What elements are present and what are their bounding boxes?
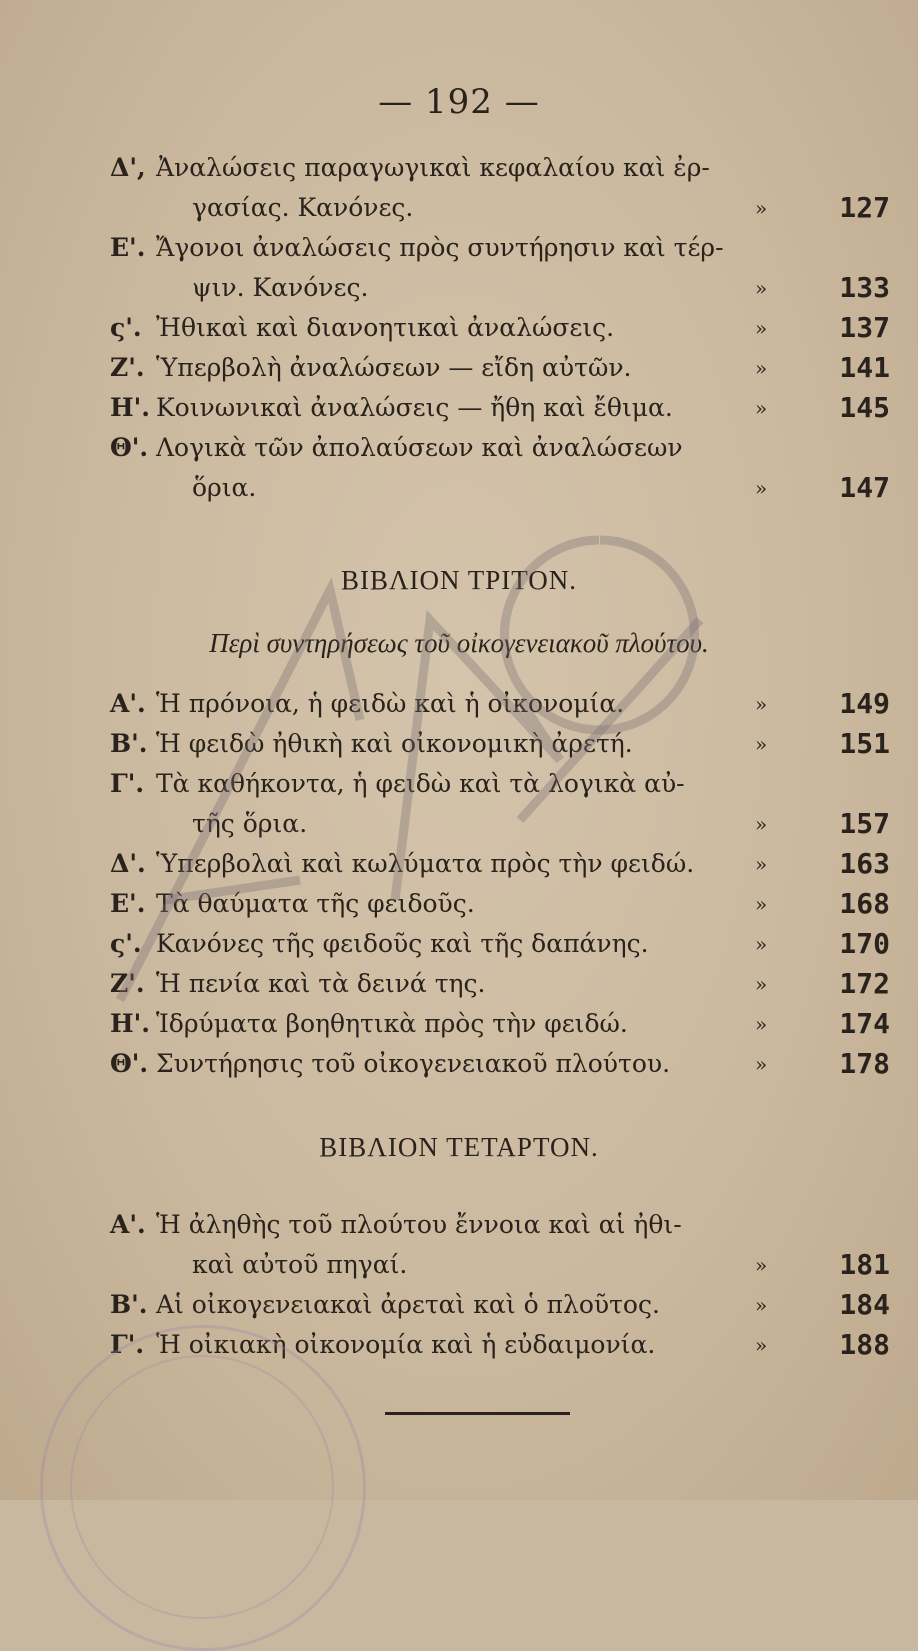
chapter-number: Γ'. xyxy=(110,769,145,798)
chapter-title-text: Ἡ πενία καὶ τὰ δεινά της. xyxy=(156,969,486,998)
toc-entry-line xyxy=(110,804,900,844)
chapter-title-text: Τὰ θαύματα τῆς φειδοῦς. xyxy=(156,889,475,918)
toc-entry-line xyxy=(110,1004,900,1044)
page-reference: 145 xyxy=(839,391,890,424)
chapter-number: Η'. xyxy=(110,393,150,422)
page-reference: 163 xyxy=(839,847,890,880)
page-reference: 147 xyxy=(839,471,890,504)
toc-entry-line xyxy=(110,188,900,228)
chapter-title-text: καὶ αὐτοῦ πηγαί. xyxy=(192,1250,408,1279)
toc-entry-line xyxy=(110,308,900,348)
closing-rule xyxy=(385,1412,570,1415)
toc-section-book3 xyxy=(110,684,900,1084)
chapter-title-text: Ἡ οἰκιακὴ οἰκονομία καὶ ἡ εὐδαιμονία. xyxy=(156,1330,656,1359)
chapter-title-text: Ἱδρύματα βοηθητικὰ πρὸς τὴν φειδώ. xyxy=(156,1009,628,1038)
chapter-number: Ε'. xyxy=(110,233,146,262)
toc-entry-line xyxy=(110,468,900,508)
page-reference: 157 xyxy=(839,807,890,840)
chapter-number: Δ'. xyxy=(110,849,146,878)
chapter-number: Ζ'. xyxy=(110,969,145,998)
chapter-title-text: γασίας. Κανόνες. xyxy=(192,193,414,222)
page-reference: 174 xyxy=(839,1007,890,1040)
page-reference: 168 xyxy=(839,887,890,920)
page-reference: 137 xyxy=(839,311,890,344)
page-reference: 188 xyxy=(839,1328,890,1361)
toc-entry-line xyxy=(110,388,900,428)
page-reference: 184 xyxy=(839,1288,890,1321)
page-ref-marker: » xyxy=(755,476,768,500)
page-reference: 170 xyxy=(839,927,890,960)
chapter-number: Θ'. xyxy=(110,1049,149,1078)
page-ref-marker: » xyxy=(755,316,768,340)
chapter-title-text: Ἡ ἀληθὴς τοῦ πλούτου ἔννοια καὶ αἱ ἠθι- xyxy=(156,1210,682,1239)
chapter-number: Α'. xyxy=(110,689,146,718)
toc-entry-line xyxy=(110,1245,900,1285)
toc-entry-line xyxy=(110,884,900,924)
chapter-number: Α'. xyxy=(110,1210,146,1239)
chapter-title-text: Αἱ οἰκογενειακαὶ ἀρεταὶ καὶ ὁ πλοῦτος. xyxy=(156,1290,660,1319)
chapter-number: Η'. xyxy=(110,1009,150,1038)
toc-entry-line xyxy=(110,428,900,468)
toc-entry-line xyxy=(110,764,900,804)
page-reference: 141 xyxy=(839,351,890,384)
toc-entry-line xyxy=(110,964,900,1004)
page-ref-marker: » xyxy=(755,196,768,220)
page-reference: 149 xyxy=(839,687,890,720)
page-reference: 151 xyxy=(839,727,890,760)
chapter-title-text: Ἡ πρόνοια, ἡ φειδὼ καὶ ἡ οἰκονομία. xyxy=(156,689,625,718)
book4-heading: ΒΙΒΛΙΟΝ ΤΕΤΑΡΤΟΝ. xyxy=(319,1132,599,1162)
chapter-number: ς'. xyxy=(110,313,142,342)
chapter-title-text: ψιν. Κανόνες. xyxy=(192,273,369,302)
chapter-number: Β'. xyxy=(110,1290,148,1319)
toc-entry-line xyxy=(110,684,900,724)
page-ref-marker: » xyxy=(755,396,768,420)
page-ref-marker: » xyxy=(755,732,768,756)
chapter-number: ς'. xyxy=(110,929,142,958)
toc-entry-line xyxy=(110,228,900,268)
chapter-number: Γ'. xyxy=(110,1330,145,1359)
toc-section-book2-end xyxy=(110,148,900,508)
toc-entry-line xyxy=(110,268,900,308)
page-ref-marker: » xyxy=(755,932,768,956)
toc-entry-line xyxy=(110,924,900,964)
page-reference: 133 xyxy=(839,271,890,304)
page-ref-marker: » xyxy=(755,812,768,836)
page-ref-marker: » xyxy=(755,692,768,716)
page-ref-marker: » xyxy=(755,892,768,916)
chapter-title-text: Ἀναλώσεις παραγωγικαὶ κεφαλαίου καὶ ἐρ- xyxy=(156,153,710,182)
toc-entry-line xyxy=(110,348,900,388)
chapter-title-text: Κοινωνικαὶ ἀναλώσεις — ἤθη καὶ ἔθιμα. xyxy=(156,393,673,422)
page-ref-marker: » xyxy=(755,1052,768,1076)
chapter-title-text: τῆς ὅρια. xyxy=(192,809,308,838)
library-stamp-inner xyxy=(70,1355,334,1619)
page-ref-marker: » xyxy=(755,1012,768,1036)
page-reference: 178 xyxy=(839,1047,890,1080)
chapter-title-text: Συντήρησις τοῦ οἰκογενειακοῦ πλούτου. xyxy=(156,1049,671,1078)
chapter-number: Β'. xyxy=(110,729,148,758)
chapter-number: Δ', xyxy=(110,153,146,182)
toc-entry-line xyxy=(110,1205,900,1245)
toc-entry-line xyxy=(110,844,900,884)
page-ref-marker: » xyxy=(755,1333,768,1357)
chapter-number: Ε'. xyxy=(110,889,146,918)
page-reference: 172 xyxy=(839,967,890,1000)
chapter-number: Ζ'. xyxy=(110,353,145,382)
page-number: — 192 — xyxy=(378,82,540,122)
toc-entry-line xyxy=(110,724,900,764)
chapter-title-text: Ὑπερβολαὶ καὶ κωλύματα πρὸς τὴν φειδώ. xyxy=(156,849,695,878)
toc-entry-line xyxy=(110,148,900,188)
page-ref-marker: » xyxy=(755,276,768,300)
page-ref-marker: » xyxy=(755,972,768,996)
chapter-title-text: Κανόνες τῆς φειδοῦς καὶ τῆς δαπάνης. xyxy=(156,929,649,958)
book3-subtitle: Περὶ συντηρήσεως τοῦ οἰκογενειακοῦ πλούτου. xyxy=(209,628,709,658)
chapter-title-text: ὅρια. xyxy=(192,473,257,502)
chapter-title-text: Ἡ φειδὼ ἠθικὴ καὶ οἰκονομικὴ ἀρετή. xyxy=(156,729,633,758)
chapter-title-text: Ὑπερβολὴ ἀναλώσεων — εἴδη αὐτῶν. xyxy=(156,353,632,382)
page-ref-marker: » xyxy=(755,1253,768,1277)
page-reference: 127 xyxy=(839,191,890,224)
chapter-number: Θ'. xyxy=(110,433,149,462)
page-ref-marker: » xyxy=(755,852,768,876)
toc-entry-line xyxy=(110,1044,900,1084)
chapter-title-text: Ἄγονοι ἀναλώσεις πρὸς συντήρησιν καὶ τέρ- xyxy=(156,233,724,262)
book3-heading: ΒΙΒΛΙΟΝ ΤΡΙΤΟΝ. xyxy=(340,565,578,595)
chapter-title-text: Τὰ καθήκοντα, ἡ φειδὼ καὶ τὰ λογικὰ αὐ- xyxy=(156,769,685,798)
chapter-title-text: Ἠθικαὶ καὶ διανοητικαὶ ἀναλώσεις. xyxy=(156,313,615,342)
chapter-title-text: Λογικὰ τῶν ἀπολαύσεων καὶ ἀναλώσεων xyxy=(156,433,683,462)
page-reference: 181 xyxy=(839,1248,890,1281)
page-ref-marker: » xyxy=(755,356,768,380)
page-ref-marker: » xyxy=(755,1293,768,1317)
toc-entry-line xyxy=(110,1285,900,1325)
